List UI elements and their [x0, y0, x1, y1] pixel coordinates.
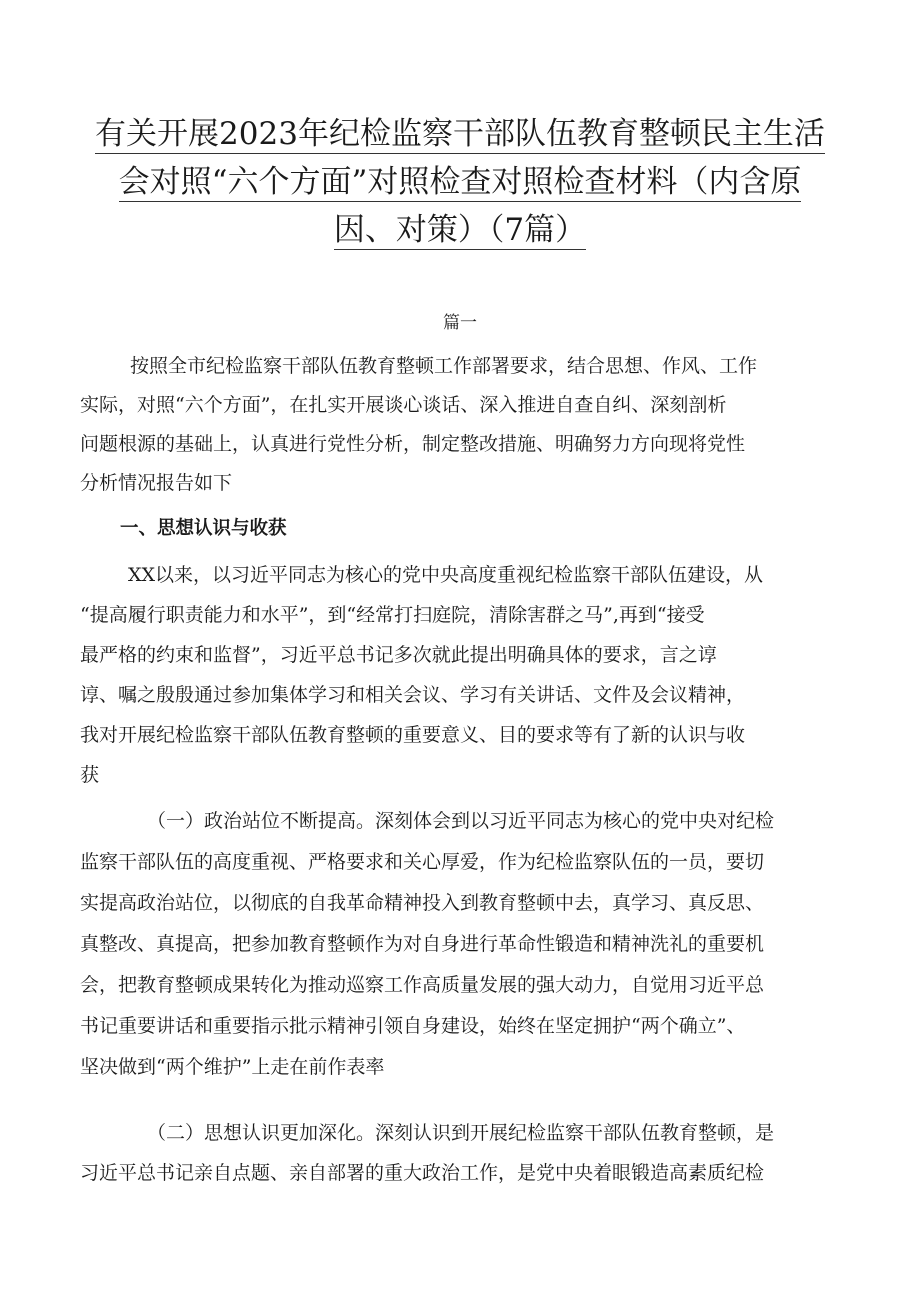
title-line-1: 有关开展2023年纪检监察干部队伍教育整顿民主生活: [95, 116, 825, 152]
para1-line-3: 最严格的约束和监督”，习近平总书记多次就此提出明确具体的要求，言之谆: [80, 644, 717, 666]
intro-line-4: 分析情况报告如下: [80, 472, 233, 494]
para2-line-4: 真整改、真提高，把参加教育整顿作为对自身进行革命性锻造和精神洗礼的重要机: [80, 933, 765, 955]
para2-line-1: （一）政治站位不断提高。深刻体会到以习近平同志为核心的党中央对纪检: [147, 810, 775, 832]
section-label: 篇一: [443, 313, 477, 333]
para2-line-3: 实提高政治站位，以彻底的自我革命精神投入到教育整顿中去，真学习、真反思、: [80, 892, 765, 914]
document-title: [80, 110, 840, 254]
intro-line-2: 实际，对照“六个方面”，在扎实开展谈心谈话、深入推进自查自纠、深刻剖析: [80, 394, 727, 416]
para3-line-2: 习近平总书记亲自点题、亲自部署的重大政治工作，是党中央着眼锻造高素质纪检: [80, 1162, 765, 1184]
para1-line-5: 我对开展纪检监察干部队伍教育整顿的重要意义、目的要求等有了新的认识与收: [80, 724, 746, 746]
title-line-3: 因、对策）（7篇）: [333, 212, 587, 248]
heading-1: 一、思想认识与收获: [120, 518, 287, 539]
para1-line-1: XX以来，以习近平同志为核心的党中央高度重视纪检监察干部队伍建设，从: [128, 564, 764, 586]
para1-line-2: “提高履行职责能力和水平”，到“经常打扫庭院，清除害群之马”,再到“接受: [80, 604, 705, 626]
intro-line-1: 按照全市纪检监察干部队伍教育整顿工作部署要求，结合思想、作风、工作: [130, 355, 758, 377]
para2-line-2: 监察干部队伍的高度重视、严格要求和关心厚爱，作为纪检监察队伍的一员，要切: [80, 851, 765, 873]
title-line-2: 会对照“六个方面”对照检查对照检查材料（内含原: [118, 164, 802, 200]
para2-line-5: 会，把教育整顿成果转化为推动巡察工作高质量发展的强大动力，自觉用习近平总: [80, 974, 765, 996]
para1-line-6: 获: [80, 764, 100, 786]
para1-line-4: 谆、嘱之殷殷通过参加集体学习和相关会议、学习有关讲话、文件及会议精神，: [80, 684, 746, 706]
intro-line-3: 问题根源的基础上，认真进行党性分析，制定整改措施、明确努力方向现将党性: [80, 433, 746, 455]
para2-line-7: 坚决做到“两个维护”上走在前作表率: [80, 1056, 385, 1078]
para2-line-6: 书记重要讲话和重要指示批示精神引领自身建设，始终在坚定拥护“两个确立”、: [80, 1015, 746, 1037]
para3-line-1: （二）思想认识更加深化。深刻认识到开展纪检监察干部队伍教育整顿，是: [147, 1122, 775, 1144]
